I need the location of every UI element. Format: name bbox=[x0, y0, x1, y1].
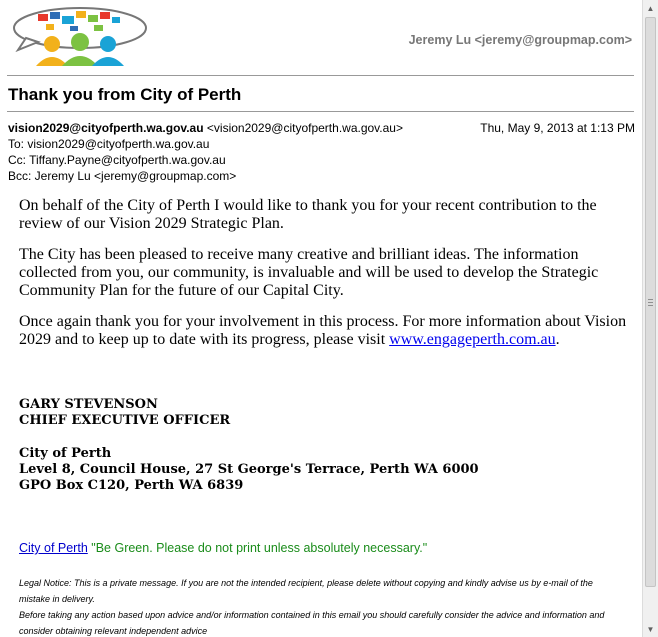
signature-name: GARY STEVENSON bbox=[19, 397, 158, 412]
signature-block bbox=[19, 397, 230, 429]
divider bbox=[7, 75, 634, 76]
signature-address-line-2: GPO Box C120, Perth WA 6839 bbox=[19, 478, 244, 493]
grip-line bbox=[648, 305, 653, 306]
signature-title: CHIEF EXECUTIVE OFFICER bbox=[19, 413, 231, 428]
body-paragraph-2: The City has been pleased to receive many creative and brilliant ideas. The information collected from you, our community, is invaluable and will be used to develop the Strategic Community Plan for the future of our Capital City. bbox=[19, 246, 599, 299]
green-footer bbox=[19, 541, 427, 555]
legal-advice: Before taking any action based upon advice and/or information contained in this email you should carefully consider the advice and information and consider obtaining relevant independent advice bbox=[19, 610, 605, 636]
bcc-line: Bcc: Jeremy Lu <jeremy@groupmap.com> bbox=[8, 169, 237, 183]
from-line bbox=[8, 121, 403, 136]
vertical-scrollbar[interactable] bbox=[642, 0, 658, 637]
arrow-up-icon[interactable]: ▲ bbox=[646, 3, 655, 13]
email-subject: Thank you from City of Perth bbox=[8, 85, 242, 104]
body-paragraph-1: On behalf of the City of Perth I would like to thank you for your recent contribution to the review of our Vision 2029 Strategic Plan. bbox=[19, 197, 597, 232]
green-note: "Be Green. Please do not print unless absolutely necessary." bbox=[91, 541, 428, 555]
email-date: Thu, May 9, 2013 at 1:13 PM bbox=[480, 121, 635, 135]
scrollbar-thumb[interactable] bbox=[645, 17, 656, 587]
engageperth-link[interactable]: www.engageperth.com.au bbox=[389, 331, 556, 348]
legal-notice: Legal Notice: This is a private message. If you are not the intended recipient, please delete without copying and kindly advise us by e-mail of the mistake in delivery. bbox=[19, 578, 593, 604]
link-period: . bbox=[555, 331, 560, 348]
body-paragraph-3 bbox=[19, 313, 631, 349]
from-full-address: <vision2029@cityofperth.wa.gov.au> bbox=[206, 121, 403, 135]
grip-line bbox=[648, 302, 653, 303]
divider bbox=[7, 111, 634, 112]
grip-line bbox=[648, 299, 653, 300]
city-people-logo-icon bbox=[10, 4, 150, 68]
to-line: To: vision2029@cityofperth.wa.gov.au bbox=[8, 137, 210, 151]
signature-address-line-1: Level 8, Council House, 27 St George's Terrace, Perth WA 6000 bbox=[19, 462, 479, 477]
signature-org: City of Perth bbox=[19, 446, 112, 461]
signature-address bbox=[19, 446, 479, 494]
from-address: vision2029@cityofperth.wa.gov.au bbox=[8, 121, 204, 135]
city-of-perth-link[interactable]: City of Perth bbox=[19, 541, 88, 555]
arrow-down-icon[interactable]: ▼ bbox=[646, 624, 655, 634]
account-sender: Jeremy Lu <jeremy@groupmap.com> bbox=[408, 33, 632, 47]
cc-line: Cc: Tiffany.Payne@cityofperth.wa.gov.au bbox=[8, 153, 226, 167]
body-paragraph-3-text: Once again thank you for your involvement in this process. For more information about Vision 2029 and to keep up to date with its progress, please visit bbox=[19, 313, 627, 348]
